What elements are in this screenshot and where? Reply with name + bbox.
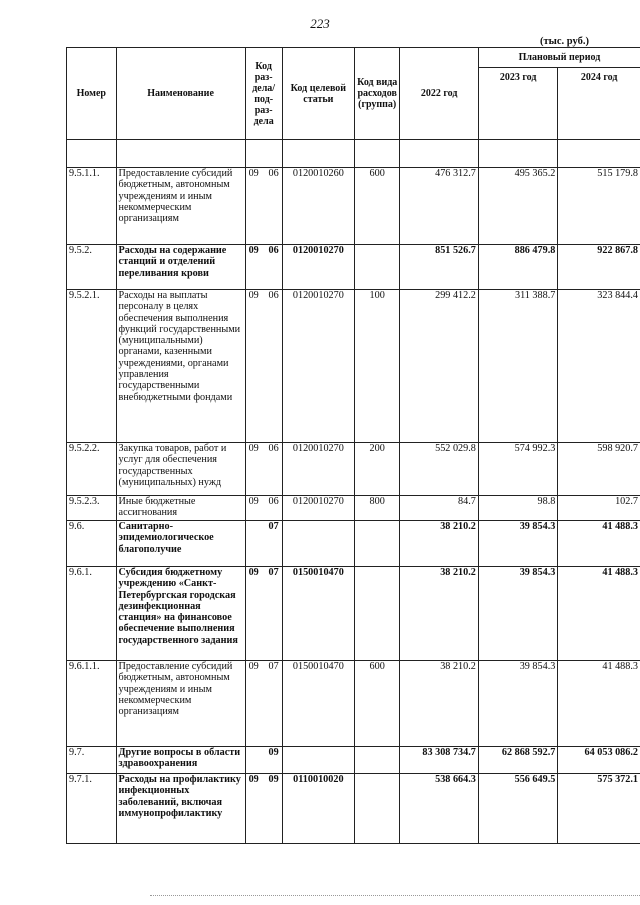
row-section: 09: [248, 567, 259, 578]
row-section: 09: [248, 290, 259, 301]
units-label: (тыс. руб.): [540, 36, 589, 47]
header-expense-type: Код вида расходов (группа): [354, 48, 399, 140]
table-row: [67, 661, 640, 747]
row-number: 9.7.1.: [67, 774, 117, 844]
row-target-code: 0120010270: [282, 245, 354, 290]
row-number: 9.5.2.1.: [67, 290, 117, 443]
row-expense-type: 100: [354, 290, 399, 443]
row-subsection: 06: [268, 443, 279, 454]
row-2023: 311 388.7: [478, 290, 557, 443]
row-expense-type: [354, 521, 399, 567]
row-section: 09: [248, 661, 259, 672]
table-row: [67, 567, 640, 661]
row-section-code: [245, 168, 282, 245]
row-target-code: 0120010260: [282, 168, 354, 245]
row-target-code: 0110010020: [282, 774, 354, 844]
row-number: 9.5.1.1.: [67, 168, 117, 245]
row-name: Санитарно-эпидемиологическое благополучие: [116, 521, 245, 567]
row-2023: 574 992.3: [478, 443, 557, 496]
budget-table: [66, 47, 640, 844]
row-target-code: 0120010270: [282, 496, 354, 521]
row-section-code: [245, 661, 282, 747]
row-2022: 38 210.2: [400, 661, 478, 747]
row-target-code: [282, 521, 354, 567]
scan-artifact: [150, 895, 640, 898]
row-name: Предоставление субсидий бюджетным, автономным учреждениям и иным некоммерческим организациям: [116, 168, 245, 245]
row-subsection: 07: [268, 567, 279, 578]
row-2023: 39 854.3: [478, 661, 557, 747]
row-2023: 39 854.3: [478, 567, 557, 661]
row-expense-type: [354, 245, 399, 290]
row-2024: 598 920.7: [558, 443, 640, 496]
row-2023: 886 479.8: [478, 245, 557, 290]
row-expense-type: [354, 567, 399, 661]
row-section-code: [245, 774, 282, 844]
row-number: 9.6.1.: [67, 567, 117, 661]
table-row: [67, 168, 640, 245]
row-section-code: [245, 245, 282, 290]
row-name: Субсидия бюджетному учреждению «Санкт-Петербургская городская дезинфекционная станция» на финансовое обеспечение выполнения государственного задания: [116, 567, 245, 661]
row-2022: 83 308 734.7: [400, 747, 478, 774]
row-expense-type: [354, 747, 399, 774]
row-subsection: 06: [268, 496, 279, 507]
row-2024: 323 844.4: [558, 290, 640, 443]
row-target-code: 0150010470: [282, 661, 354, 747]
row-subsection: 06: [268, 245, 279, 256]
header-target: Код целевой статьи: [282, 48, 354, 140]
row-section-code: [245, 747, 282, 774]
header-section: Код раз-дела/ под-раз-дела: [245, 48, 282, 140]
row-2022: 38 210.2: [400, 567, 478, 661]
row-subsection: 09: [268, 747, 279, 758]
row-2023: 495 365.2: [478, 168, 557, 245]
row-expense-type: 600: [354, 661, 399, 747]
row-number: 9.5.2.3.: [67, 496, 117, 521]
row-number: 9.5.2.: [67, 245, 117, 290]
table-row: [67, 496, 640, 521]
page-number: 223: [310, 16, 330, 31]
header-planning-period: Плановый период: [478, 48, 640, 68]
row-section: 09: [248, 496, 259, 507]
table-row: [67, 521, 640, 567]
row-2022: 538 664.3: [400, 774, 478, 844]
row-subsection: 06: [268, 290, 279, 301]
row-subsection: 07: [268, 661, 279, 672]
row-2022: 476 312.7: [400, 168, 478, 245]
row-2023: 39 854.3: [478, 521, 557, 567]
row-2024: 575 372.1: [558, 774, 640, 844]
table-row: [67, 774, 640, 844]
row-target-code: 0150010470: [282, 567, 354, 661]
table-row: [67, 443, 640, 496]
row-2024: 41 488.3: [558, 661, 640, 747]
header-2024: 2024 год: [558, 68, 640, 140]
header-number: Номер: [67, 48, 117, 140]
row-section: 09: [248, 774, 259, 785]
table-row: [67, 290, 640, 443]
header-name: Наименование: [116, 48, 245, 140]
row-2023: 98.8: [478, 496, 557, 521]
header-2022: 2022 год: [400, 48, 478, 140]
row-name: Предоставление субсидий бюджетным, автономным учреждениям и иным некоммерческим организациям: [116, 661, 245, 747]
row-expense-type: 600: [354, 168, 399, 245]
row-expense-type: [354, 774, 399, 844]
row-2024: 922 867.8: [558, 245, 640, 290]
row-section-code: [245, 290, 282, 443]
row-subsection: 06: [268, 168, 279, 179]
row-section: 09: [248, 168, 259, 179]
row-name: Расходы на содержание станций и отделений переливания крови: [116, 245, 245, 290]
row-2022: 299 412.2: [400, 290, 478, 443]
row-section-code: [245, 567, 282, 661]
row-section-code: [245, 443, 282, 496]
row-2023: 62 868 592.7: [478, 747, 557, 774]
row-2022: 38 210.2: [400, 521, 478, 567]
row-number: 9.6.: [67, 521, 117, 567]
header-2023: 2023 год: [478, 68, 557, 140]
row-section: 09: [248, 245, 259, 256]
row-2022: 84.7: [400, 496, 478, 521]
row-name: Закупка товаров, работ и услуг для обеспечения государственных (муниципальных) нужд: [116, 443, 245, 496]
row-section-code: [245, 496, 282, 521]
row-name: Расходы на выплаты персоналу в целях обеспечения выполнения функций государственными (муниципальными) органами, казенными учреждениями, органами управления государственными внебюджетными фондами: [116, 290, 245, 443]
row-subsection: 07: [268, 521, 279, 532]
row-name: Расходы на профилактику инфекционных заболеваний, включая иммунопрофилактику: [116, 774, 245, 844]
row-2024: 41 488.3: [558, 567, 640, 661]
row-2022: 552 029.8: [400, 443, 478, 496]
row-expense-type: 800: [354, 496, 399, 521]
row-target-code: 0120010270: [282, 290, 354, 443]
row-number: 9.5.2.2.: [67, 443, 117, 496]
table-row: [67, 747, 640, 774]
row-2022: 851 526.7: [400, 245, 478, 290]
row-section: 09: [248, 443, 259, 454]
table-row: [67, 245, 640, 290]
row-name: Иные бюджетные ассигнования: [116, 496, 245, 521]
row-2024: 41 488.3: [558, 521, 640, 567]
row-2023: 556 649.5: [478, 774, 557, 844]
row-2024: 515 179.8: [558, 168, 640, 245]
row-subsection: 09: [268, 774, 279, 785]
row-2024: 102.7: [558, 496, 640, 521]
row-target-code: [282, 747, 354, 774]
row-name: Другие вопросы в области здравоохранения: [116, 747, 245, 774]
row-2024: 64 053 086.2: [558, 747, 640, 774]
row-expense-type: 200: [354, 443, 399, 496]
row-number: 9.6.1.1.: [67, 661, 117, 747]
row-section-code: [245, 521, 282, 567]
row-number: 9.7.: [67, 747, 117, 774]
row-target-code: 0120010270: [282, 443, 354, 496]
